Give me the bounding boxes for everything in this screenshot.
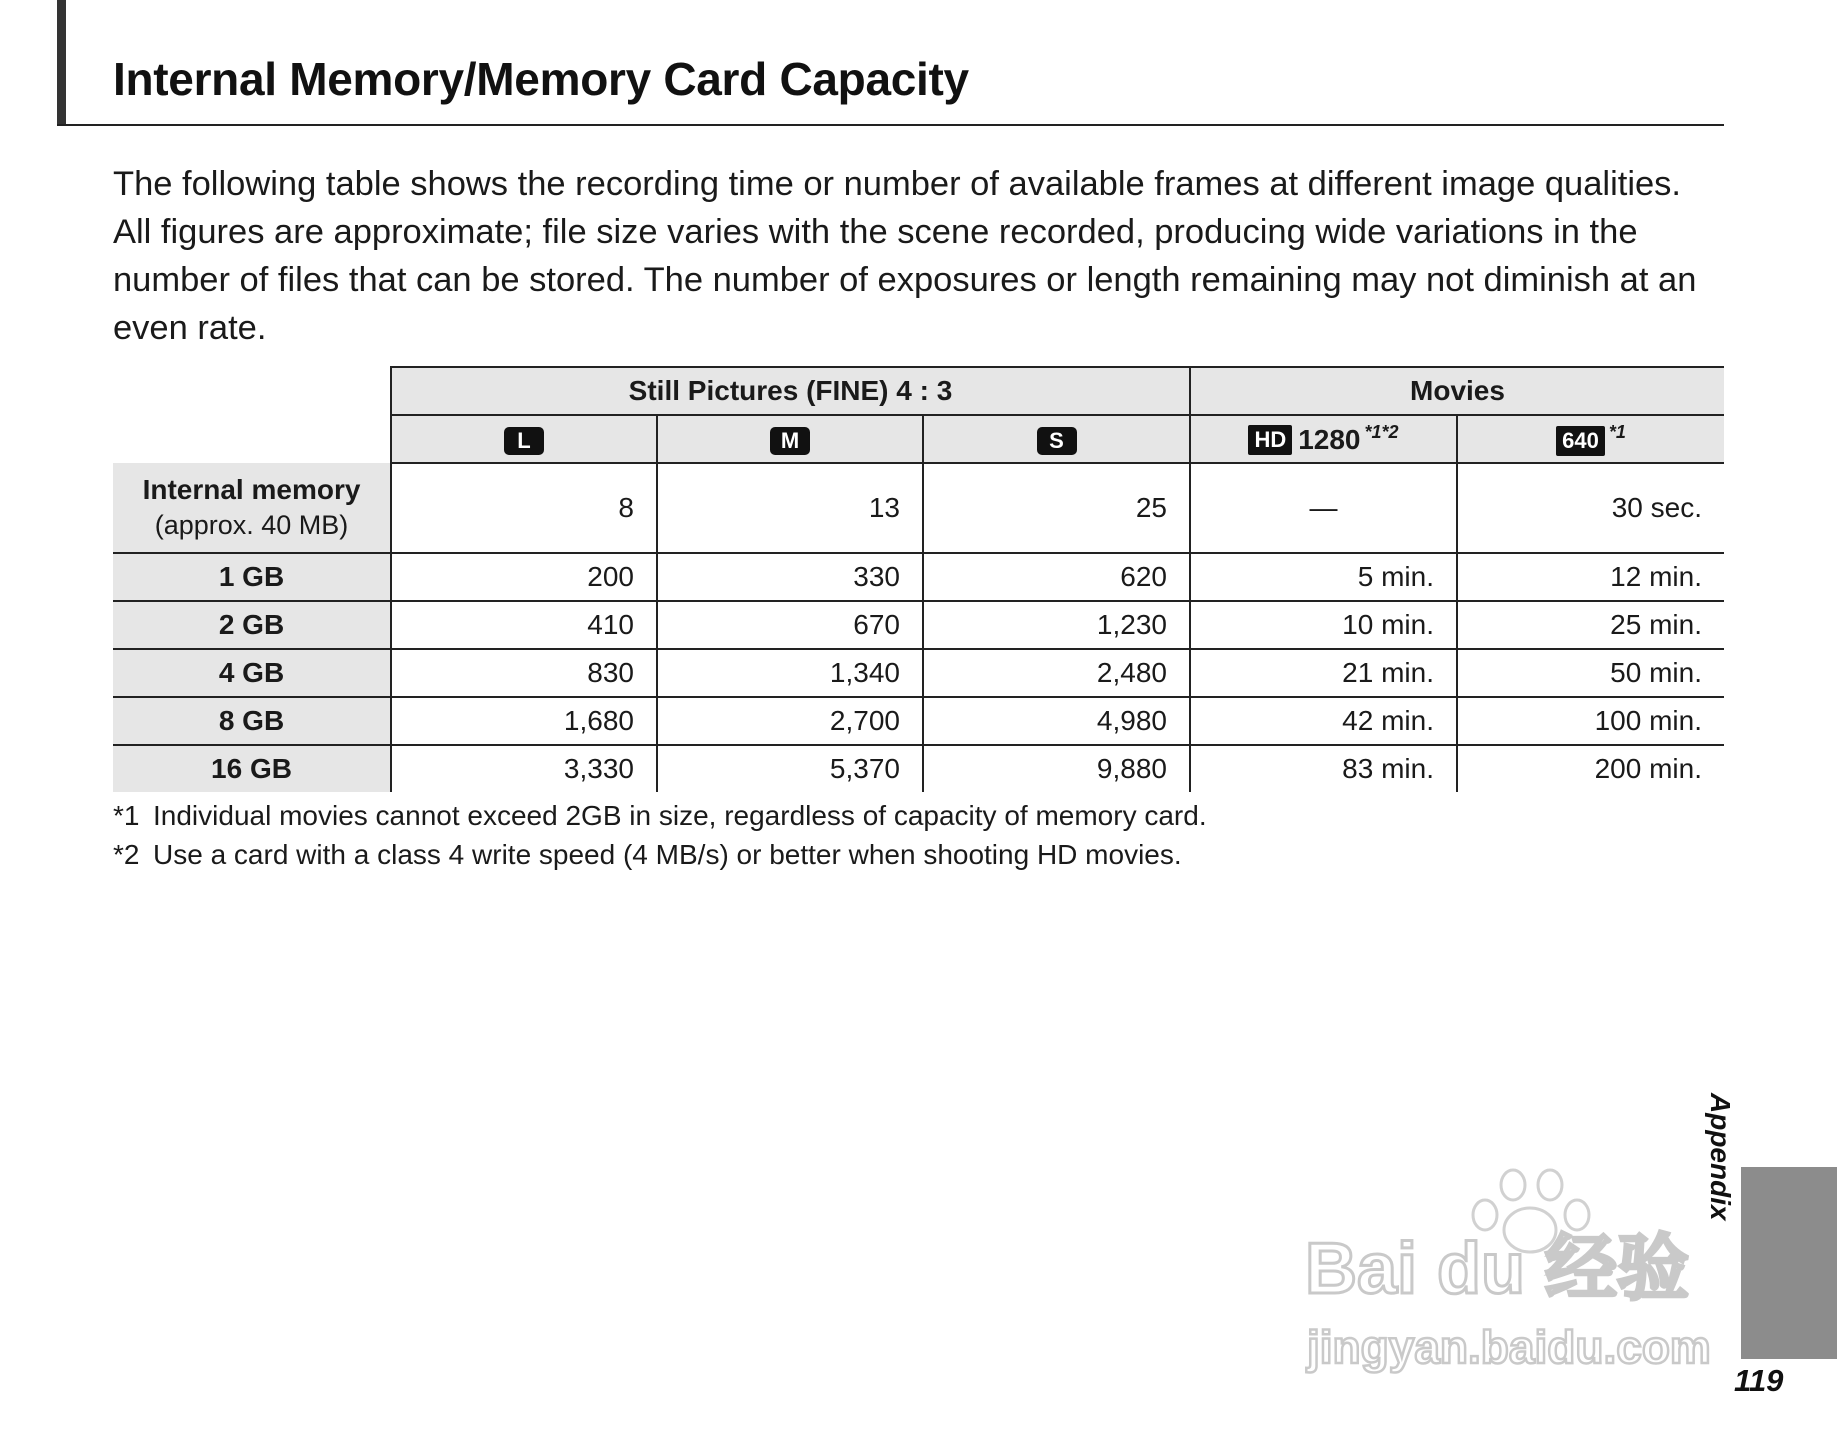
hd-movie-note: *1*2 [1364, 421, 1399, 442]
table-row [113, 463, 1724, 553]
cell-640: 30 sec. [1457, 463, 1724, 553]
cell-hd: 42 min. [1190, 697, 1457, 745]
movie-hd-header [1190, 415, 1457, 463]
cell-small: 2,480 [923, 649, 1190, 697]
size-large-icon: L [504, 427, 544, 455]
still-pictures-header: Still Pictures (FINE) 4 : 3 [391, 367, 1190, 415]
table-row [113, 745, 1724, 792]
section-tab-label: Appendix [1705, 1093, 1736, 1221]
intro-paragraph: The following table shows the recording time or number of available frames at different image qualities. All figures are approximate; file size varies with the scene recorded, producing wide variations in the number of files that can be stored. The number of exposures or length remaining may not diminish at an even rate. [113, 165, 1697, 347]
footnote-text: Individual movies cannot exceed 2GB in size, regardless of capacity of memory card. [153, 800, 1207, 831]
row-header: 16 GB [113, 745, 391, 792]
movie-640-header [1457, 415, 1724, 463]
cell-medium: 1,340 [657, 649, 923, 697]
footnotes [113, 796, 1207, 874]
hd-movie-icon: HD [1248, 425, 1292, 455]
table-row [113, 553, 1724, 601]
cell-medium: 5,370 [657, 745, 923, 792]
cell-hd: 5 min. [1190, 553, 1457, 601]
cell-640: 25 min. [1457, 601, 1724, 649]
row-sublabel: (approx. 40 MB) [154, 510, 349, 540]
cell-large: 1,680 [391, 697, 657, 745]
watermark-url: jingyan.baidu.com [1307, 1321, 1711, 1373]
watermark-brand: Bai du 经验 [1305, 1229, 1690, 1309]
row-header: 2 GB [113, 601, 391, 649]
corner-cell [113, 415, 391, 463]
row-header: 8 GB [113, 697, 391, 745]
cell-large: 3,330 [391, 745, 657, 792]
corner-cell [113, 367, 391, 415]
cell-hd: 10 min. [1190, 601, 1457, 649]
size-small-header [923, 415, 1190, 463]
cell-medium: 330 [657, 553, 923, 601]
table-row [113, 649, 1724, 697]
footnote-mark: *2 [113, 839, 140, 870]
footnote-mark: *1 [113, 800, 140, 831]
cell-small: 9,880 [923, 745, 1190, 792]
cell-hd: — [1190, 463, 1457, 553]
cell-small: 4,980 [923, 697, 1190, 745]
cell-large: 410 [391, 601, 657, 649]
title-rule [57, 124, 1724, 126]
row-header: 1 GB [113, 553, 391, 601]
capacity-table [113, 366, 1724, 792]
table-row [113, 697, 1724, 745]
column-header-row [113, 415, 1724, 463]
page-number: 119 [1734, 1363, 1784, 1398]
cell-hd: 83 min. [1190, 745, 1457, 792]
cell-large: 8 [391, 463, 657, 553]
cell-small: 620 [923, 553, 1190, 601]
vga-movie-note: *1 [1608, 422, 1626, 443]
size-small-icon: S [1037, 427, 1077, 455]
cell-small: 25 [923, 463, 1190, 553]
title-side-bar [57, 0, 66, 126]
cell-640: 200 min. [1457, 745, 1724, 792]
cell-large: 830 [391, 649, 657, 697]
baidu-watermark [1285, 1135, 1740, 1405]
hd-movie-label: 1280 [1298, 424, 1361, 456]
footnote-text: Use a card with a class 4 write speed (4 MB/s) or better when shooting HD movies. [153, 839, 1182, 870]
cell-640: 50 min. [1457, 649, 1724, 697]
row-label: Internal memory [142, 474, 361, 505]
cell-medium: 670 [657, 601, 923, 649]
footnote-2 [113, 835, 1207, 874]
cell-medium: 2,700 [657, 697, 923, 745]
vga-movie-icon: 640 [1556, 426, 1605, 456]
page-title: Internal Memory/Memory Card Capacity [113, 53, 969, 105]
group-header-row [113, 367, 1724, 415]
size-large-header [391, 415, 657, 463]
cell-640: 12 min. [1457, 553, 1724, 601]
cell-hd: 21 min. [1190, 649, 1457, 697]
footnote-1 [113, 796, 1207, 835]
section-tab [1741, 1167, 1837, 1359]
table-row [113, 601, 1724, 649]
cell-large: 200 [391, 553, 657, 601]
cell-640: 100 min. [1457, 697, 1724, 745]
size-medium-header [657, 415, 923, 463]
cell-small: 1,230 [923, 601, 1190, 649]
movies-header: Movies [1190, 367, 1724, 415]
row-header [113, 463, 391, 553]
row-header: 4 GB [113, 649, 391, 697]
size-medium-icon: M [770, 427, 810, 455]
cell-medium: 13 [657, 463, 923, 553]
